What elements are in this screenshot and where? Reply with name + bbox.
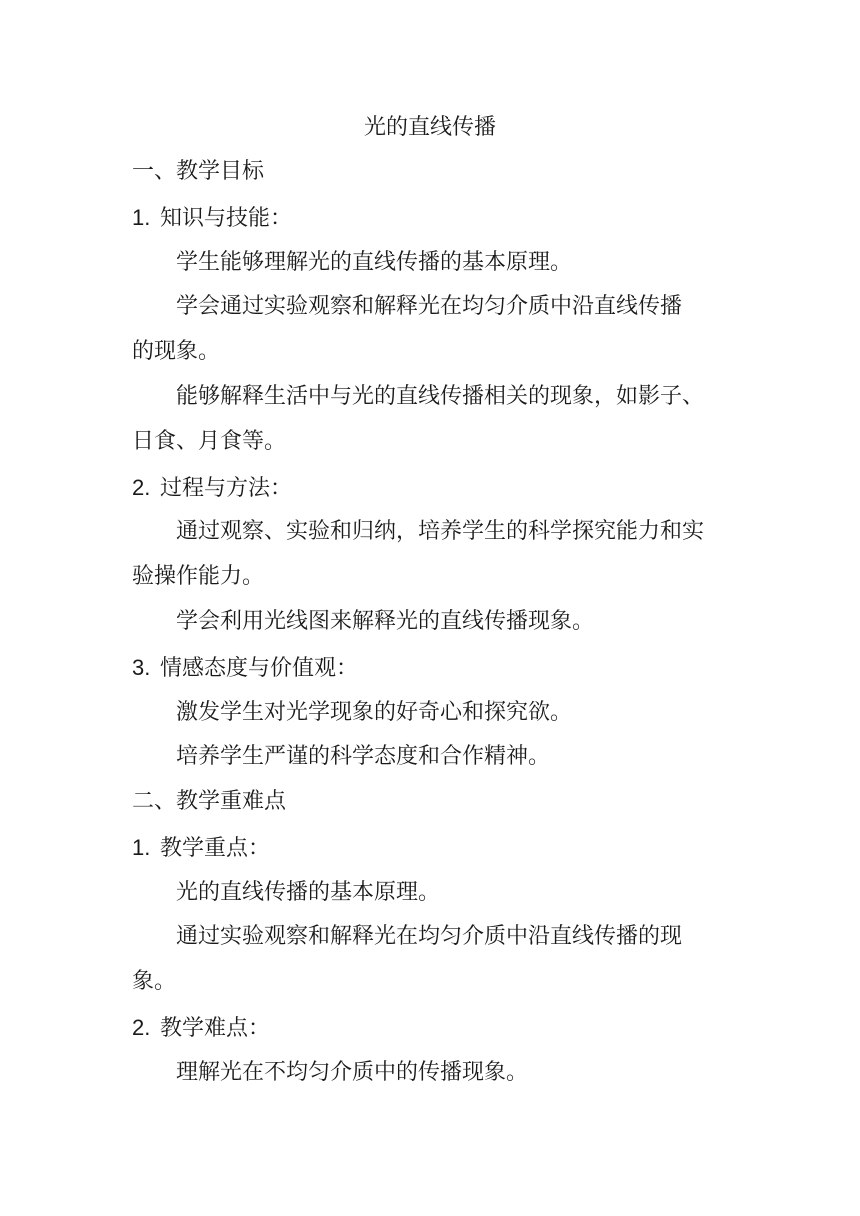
paragraph-line: 的现象。: [132, 339, 221, 364]
subsection-label: 过程与方法：: [160, 476, 293, 501]
paragraph-line: 光的直线传播的基本原理。: [176, 880, 441, 905]
paragraph-line: 日食、月食等。: [132, 429, 287, 454]
section-heading: 一、教学目标: [132, 159, 265, 184]
subsection-heading: [132, 473, 732, 504]
paragraph-line: 能够解释生活中与光的直线传播相关的现象，如影子、: [176, 384, 705, 409]
subsection-heading: [132, 653, 732, 684]
list-number: 3.: [132, 655, 151, 680]
list-number: 1.: [132, 205, 151, 230]
subsection-label: 教学难点：: [160, 1016, 271, 1041]
list-number: 1.: [132, 835, 151, 860]
subsection-label: 情感态度与价值观：: [160, 656, 359, 681]
subsection-heading: [132, 1013, 732, 1044]
subsection-heading: [132, 203, 732, 234]
section-heading: 二、教学重难点: [132, 789, 287, 814]
document-title: 光的直线传播: [363, 115, 496, 140]
subsection-label: 教学重点：: [160, 836, 271, 861]
subsection-label: 知识与技能：: [160, 206, 293, 231]
paragraph-line: 象。: [132, 969, 177, 994]
paragraph-line: 通过观察、实验和归纳，培养学生的科学探究能力和实: [176, 519, 705, 544]
paragraph-line: 培养学生严谨的科学态度和合作精神。: [176, 744, 551, 769]
paragraph-line: 验操作能力。: [132, 564, 265, 589]
paragraph-line: 激发学生对光学现象的好奇心和探究欲。: [176, 700, 573, 725]
list-number: 2.: [132, 475, 151, 500]
subsection-heading: [132, 833, 732, 864]
paragraph-line: 理解光在不均匀介质中的传播现象。: [176, 1060, 529, 1085]
list-number: 2.: [132, 1015, 151, 1040]
paragraph-line: 通过实验观察和解释光在均匀介质中沿直线传播的现: [176, 924, 683, 949]
paragraph-line: 学会利用光线图来解释光的直线传播现象。: [176, 609, 595, 634]
paragraph-line: 学会通过实验观察和解释光在均匀介质中沿直线传播: [176, 294, 683, 319]
paragraph-line: 学生能够理解光的直线传播的基本原理。: [176, 250, 573, 275]
